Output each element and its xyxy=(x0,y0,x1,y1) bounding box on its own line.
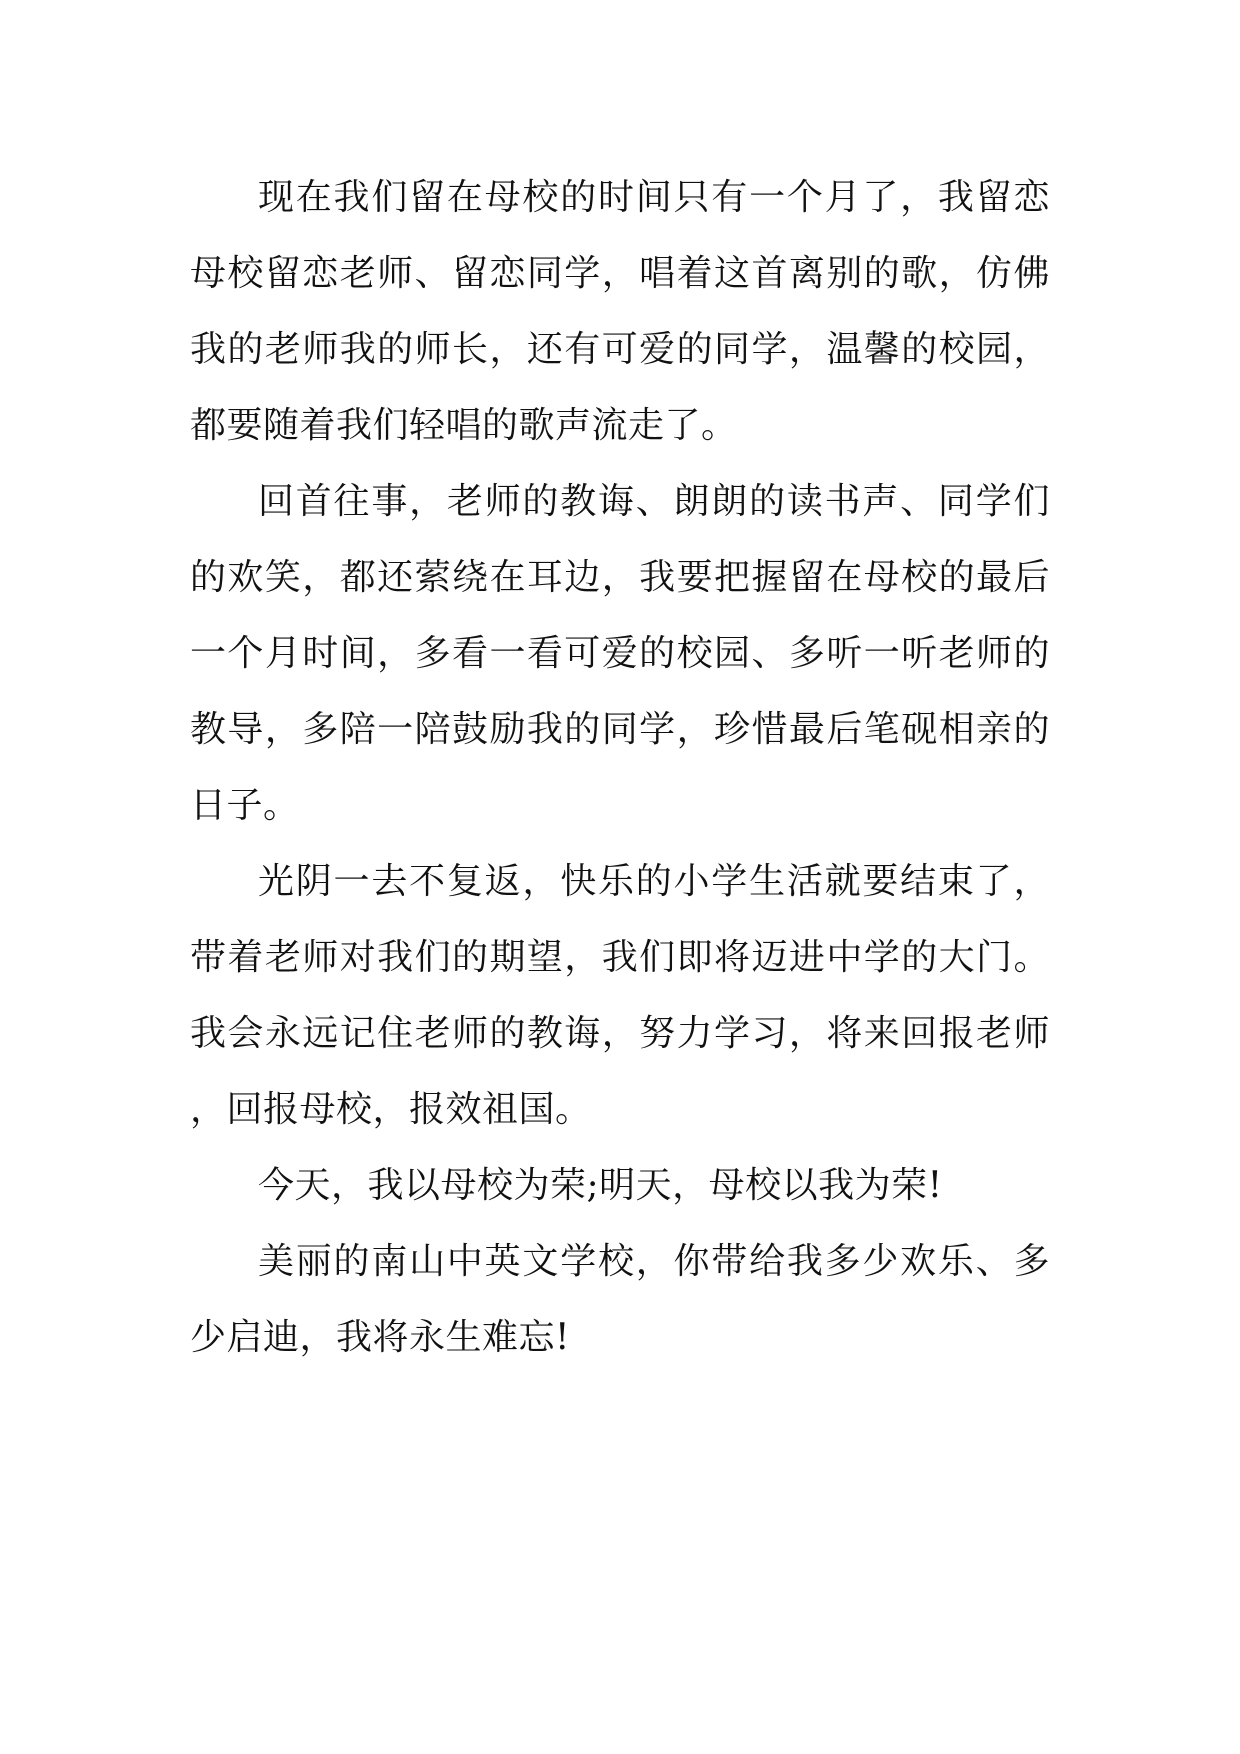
paragraph-1: 现在我们留在母校的时间只有一个月了，我留恋母校留恋老师、留恋同学，唱着这首离别的歌，仿佛我的老师我的师长，还有可爱的同学，温馨的校园，都要随着我们轻唱的歌声流走了。 xyxy=(190,177,1050,446)
paragraph-2: 回首往事，老师的教诲、朗朗的读书声、同学们的欢笑，都还萦绕在耳边，我要把握留在母校的最后一个月时间，多看一看可爱的校园、多听一听老师的教导，多陪一陪鼓励我的同学，珍惜最后笔砚相亲的日子。 xyxy=(190,481,1050,826)
paragraph-4: 今天，我以母校为荣;明天，母校以我为荣! xyxy=(258,1165,943,1206)
paragraph-5: 美丽的南山中英文学校，你带给我多少欢乐、多少启迪，我将永生难忘! xyxy=(190,1241,1050,1358)
document-page xyxy=(190,160,1050,1376)
paragraph-3: 光阴一去不复返，快乐的小学生活就要结束了，带着老师对我们的期望，我们即将迈进中学的大门。我会永远记住老师的教诲，努力学习，将来回报老师，回报母校，报效祖国。 xyxy=(190,861,1050,1130)
